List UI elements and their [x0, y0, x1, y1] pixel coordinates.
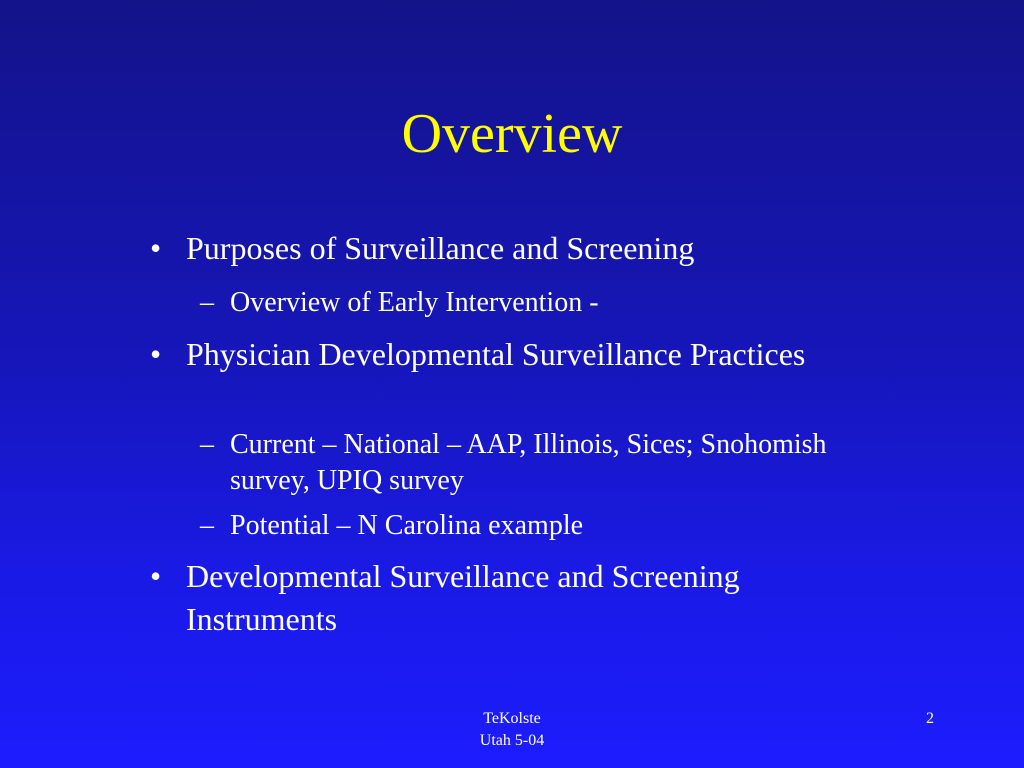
slide-title: Overview	[401, 103, 623, 165]
sub-bullet-marker: –	[200, 429, 214, 460]
bullet-item	[150, 333, 850, 376]
slide-footer	[412, 708, 612, 752]
sub-bullet-text: Potential – N Carolina example	[230, 510, 584, 541]
bullet-item	[150, 227, 850, 270]
bullet-item	[150, 555, 850, 641]
bullet-text: Physician Developmental Surveillance Practices	[186, 336, 806, 372]
sub-bullet-item	[200, 508, 840, 544]
sub-bullet-item	[200, 285, 840, 321]
bullet-marker: •	[150, 336, 162, 372]
bullet-marker: •	[150, 558, 162, 594]
sub-bullet-marker: –	[200, 287, 214, 318]
sub-bullet-item	[200, 427, 840, 499]
sub-bullet-marker: –	[200, 510, 214, 541]
footer-location-date: Utah 5-04	[479, 732, 545, 749]
sub-bullet-text: Current – National – AAP, Illinois, Sices; Snohomish survey, UPIQ survey	[230, 429, 827, 496]
sub-bullet-text: Overview of Early Intervention -	[230, 287, 599, 318]
slide-number: 2	[926, 710, 934, 727]
bullet-marker: •	[150, 230, 162, 266]
bullet-text: Purposes of Surveillance and Screening	[186, 230, 695, 266]
bullet-text: Developmental Surveillance and Screening Instruments	[186, 558, 740, 637]
footer-author: TeKolste	[483, 710, 541, 727]
